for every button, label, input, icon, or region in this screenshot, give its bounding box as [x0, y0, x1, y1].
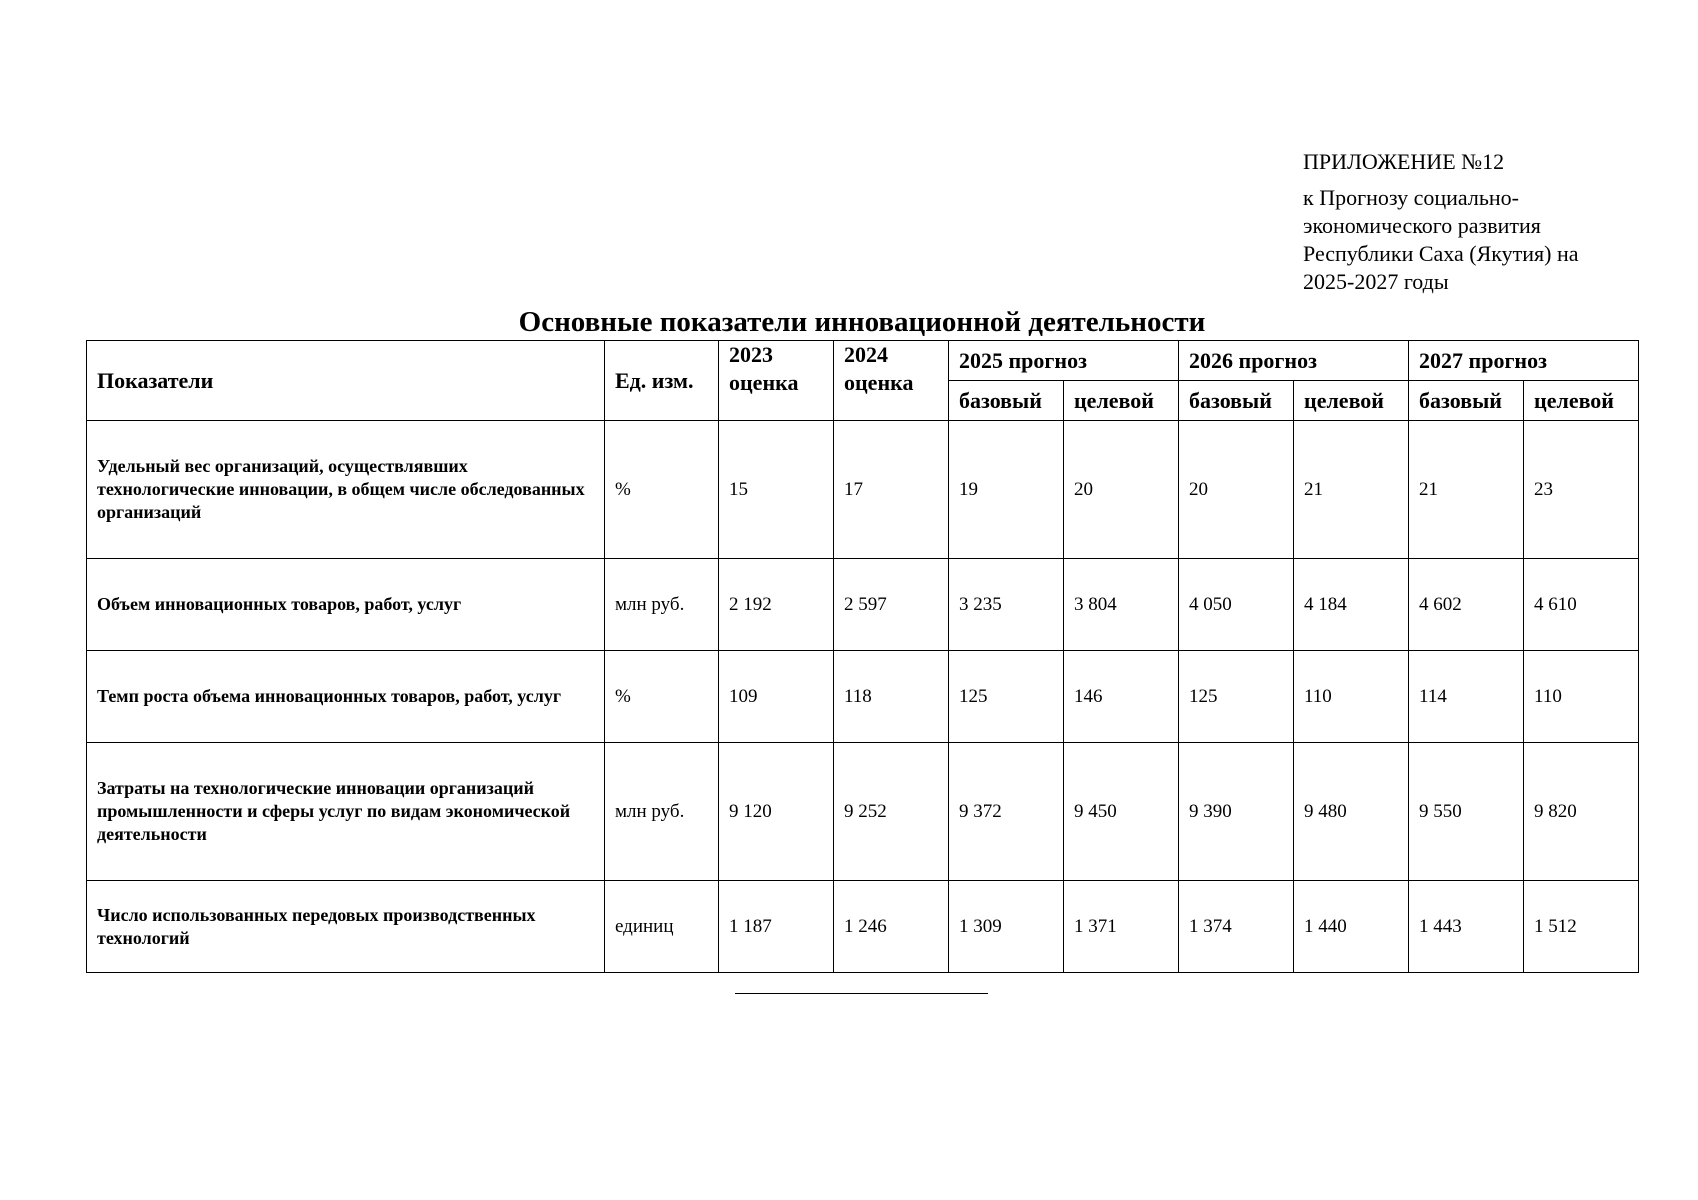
header-year: 2023 [729, 342, 773, 367]
row-unit: % [605, 421, 719, 559]
table-row [87, 651, 1639, 743]
value-2023: 109 [719, 651, 834, 743]
value-2027-target: 9 820 [1524, 743, 1639, 881]
value-2026-target: 9 480 [1294, 743, 1409, 881]
value-2026-target: 4 184 [1294, 559, 1409, 651]
value-2025-target: 3 804 [1064, 559, 1179, 651]
row-indicator-name: Темп роста объема инновационных товаров, работ, услуг [87, 651, 605, 743]
value-2024: 17 [834, 421, 949, 559]
value-2026-base: 4 050 [1179, 559, 1294, 651]
value-2023: 1 187 [719, 881, 834, 973]
row-indicator-name: Удельный вес организаций, осуществлявших технологические инновации, в общем числе обследованных организаций [87, 421, 605, 559]
value-2026-target: 21 [1294, 421, 1409, 559]
row-unit: млн руб. [605, 559, 719, 651]
document-title: Основные показатели инновационной деятельности [518, 306, 1206, 338]
row-unit: единиц [605, 881, 719, 973]
value-2024: 2 597 [834, 559, 949, 651]
value-2025-target: 20 [1064, 421, 1179, 559]
appendix-label: ПРИЛОЖЕНИЕ №12 [1303, 149, 1505, 174]
value-2023: 15 [719, 421, 834, 559]
value-2023: 9 120 [719, 743, 834, 881]
value-2025-target: 9 450 [1064, 743, 1179, 881]
value-2027-base: 9 550 [1409, 743, 1524, 881]
value-2027-base: 4 602 [1409, 559, 1524, 651]
header-base-2025: базовый [949, 381, 1064, 421]
footnote-divider [735, 993, 988, 994]
header-estimate: оценка [844, 370, 914, 395]
value-2027-target: 110 [1524, 651, 1639, 743]
value-2025-base: 1 309 [949, 881, 1064, 973]
appendix-line: к Прогнозу социально- [1303, 185, 1519, 210]
value-2027-base: 21 [1409, 421, 1524, 559]
header-target-2027: целевой [1524, 381, 1639, 421]
value-2027-target: 1 512 [1524, 881, 1639, 973]
value-2025-base: 9 372 [949, 743, 1064, 881]
table-row [87, 743, 1639, 881]
value-2025-base: 19 [949, 421, 1064, 559]
row-indicator-name: Затраты на технологические инновации организаций промышленности и сферы услуг по видам экономической деятельности [87, 743, 605, 881]
value-2027-base: 1 443 [1409, 881, 1524, 973]
value-2026-base: 125 [1179, 651, 1294, 743]
row-indicator-name: Число использованных передовых производственных технологий [87, 881, 605, 973]
value-2024: 1 246 [834, 881, 949, 973]
value-2026-target: 1 440 [1294, 881, 1409, 973]
table-row [87, 559, 1639, 651]
table-row [87, 881, 1639, 973]
header-year-2024 [834, 341, 949, 421]
table-row [87, 421, 1639, 559]
row-unit: % [605, 651, 719, 743]
header-year-2023 [719, 341, 834, 421]
value-2024: 9 252 [834, 743, 949, 881]
header-estimate: оценка [729, 370, 799, 395]
value-2024: 118 [834, 651, 949, 743]
appendix-line: Республики Саха (Якутия) на [1303, 241, 1579, 266]
header-target-2025: целевой [1064, 381, 1179, 421]
appendix-block [1303, 148, 1633, 296]
value-2023: 2 192 [719, 559, 834, 651]
header-base-2026: базовый [1179, 381, 1294, 421]
header-target-2026: целевой [1294, 381, 1409, 421]
row-indicator-name: Объем инновационных товаров, работ, услуг [87, 559, 605, 651]
value-2026-target: 110 [1294, 651, 1409, 743]
value-2025-base: 3 235 [949, 559, 1064, 651]
header-forecast-2025: 2025 прогноз [949, 341, 1179, 381]
value-2026-base: 20 [1179, 421, 1294, 559]
value-2025-target: 146 [1064, 651, 1179, 743]
header-forecast-2027: 2027 прогноз [1409, 341, 1639, 381]
indicators-table [86, 340, 1639, 973]
header-unit: Ед. изм. [605, 341, 719, 421]
appendix-line: 2025-2027 годы [1303, 269, 1449, 294]
header-year: 2024 [844, 342, 888, 367]
value-2025-base: 125 [949, 651, 1064, 743]
header-forecast-2026: 2026 прогноз [1179, 341, 1409, 381]
header-indicator: Показатели [87, 341, 605, 421]
value-2027-target: 4 610 [1524, 559, 1639, 651]
value-2025-target: 1 371 [1064, 881, 1179, 973]
value-2027-base: 114 [1409, 651, 1524, 743]
header-base-2027: базовый [1409, 381, 1524, 421]
value-2026-base: 9 390 [1179, 743, 1294, 881]
row-unit: млн руб. [605, 743, 719, 881]
value-2027-target: 23 [1524, 421, 1639, 559]
appendix-line: экономического развития [1303, 213, 1541, 238]
value-2026-base: 1 374 [1179, 881, 1294, 973]
